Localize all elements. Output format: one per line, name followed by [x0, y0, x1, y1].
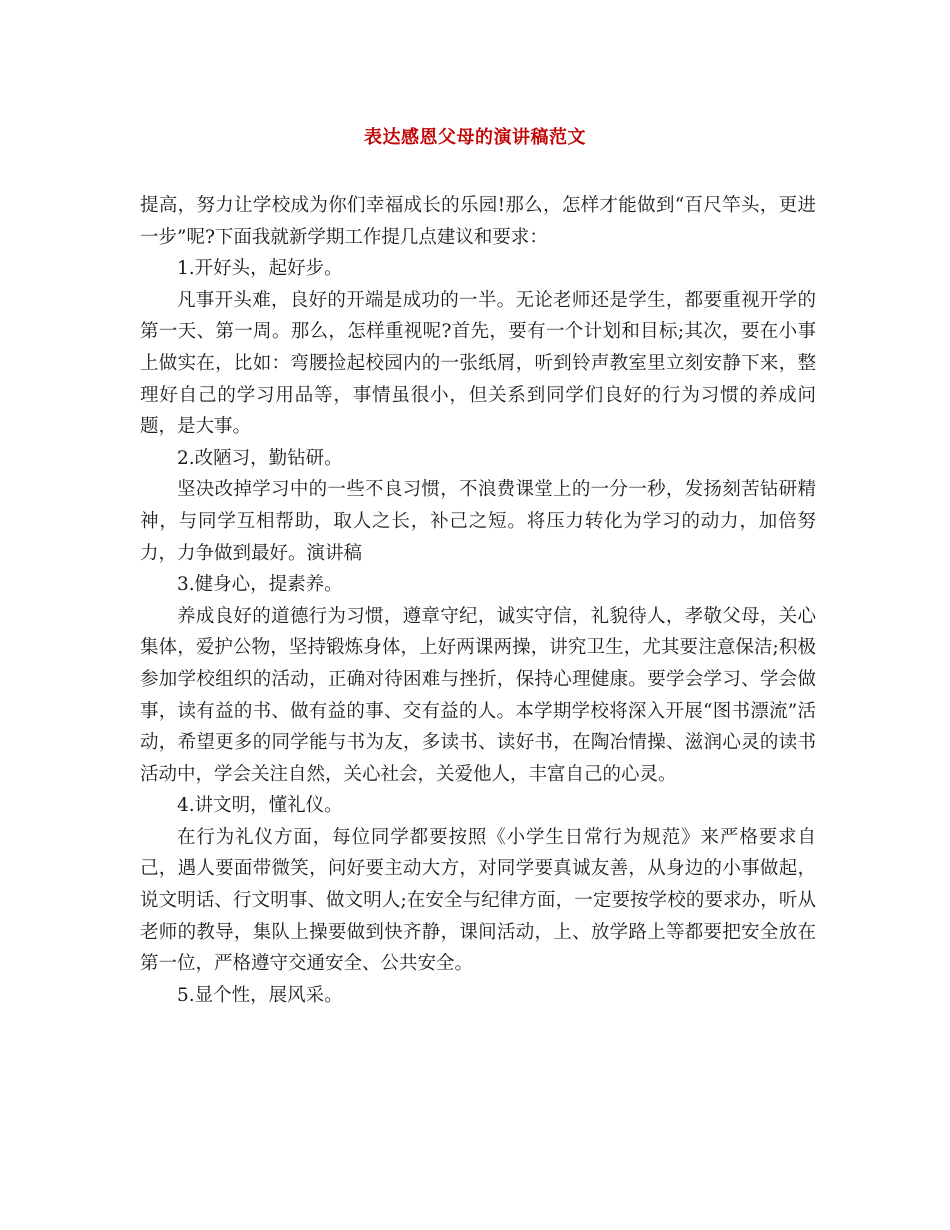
section-heading: 4.讲文明，懂礼仪。	[177, 795, 343, 817]
paragraph: 坚决改掉学习中的一些不良习惯，不浪费课堂上的一分一秒，发扬刻苦钻研精神，与同学互相帮助，取人之长，补己之短。将压力转化为学习的动力，加倍努力，力争做到最好。演讲稿	[140, 479, 816, 564]
paragraph: 在行为礼仪方面，每位同学都要按照《小学生日常行为规范》来严格要求自己，遇人要面带微笑，问好要主动大方，对同学要真诚友善，从身边的小事做起，说文明话、行文明事、做文明人;在安全与纪律方面，一定要按学校的要求办，听从老师的教导，集队上操要做到快齐静，课间活动，上、放学路上等都要把安全放在第一位，严格遵守交通安全、公共安全。	[140, 826, 816, 975]
section-heading: 2.改陋习，勤钻研。	[177, 447, 343, 469]
section-heading: 1.开好头，起好步。	[177, 258, 343, 280]
document-title: 表达感恩父母的演讲稿范文	[364, 127, 586, 148]
section-heading: 5.显个性，展风采。	[177, 984, 343, 1006]
document-body	[140, 190, 816, 1011]
section-heading: 3.健身心，提素养。	[177, 574, 343, 596]
paragraph: 凡事开头难，良好的开端是成功的一半。无论老师还是学生，都要重视开学的第一天、第一周。那么，怎样重视呢?首先，要有一个计划和目标;其次，要在小事上做实在，比如：弯腰捡起校园内的一张纸屑，听到铃声教室里立刻安静下来，整理好自己的学习用品等，事情虽很小，但关系到同学们良好的行为习惯的养成问题，是大事。	[140, 289, 816, 438]
paragraph: 提高，努力让学校成为你们幸福成长的乐园!那么，怎样才能做到“百尺竿头，更进一步”呢?下面我就新学期工作提几点建议和要求：	[140, 195, 816, 248]
paragraph: 养成良好的道德行为习惯，遵章守纪，诚实守信，礼貌待人，孝敬父母，关心集体，爱护公物，坚持锻炼身体，上好两课两操，讲究卫生，尤其要注意保洁;积极参加学校组织的活动，正确对待困难与挫折，保持心理健康。要学会学习、学会做事，读有益的书、做有益的事、交有益的人。本学期学校将深入开展“图书漂流”活动，希望更多的同学能与书为友，多读书、读好书，在陶冶情操、滋润心灵的读书活动中，学会关注自然，关心社会，关爱他人，丰富自己的心灵。	[140, 605, 816, 785]
